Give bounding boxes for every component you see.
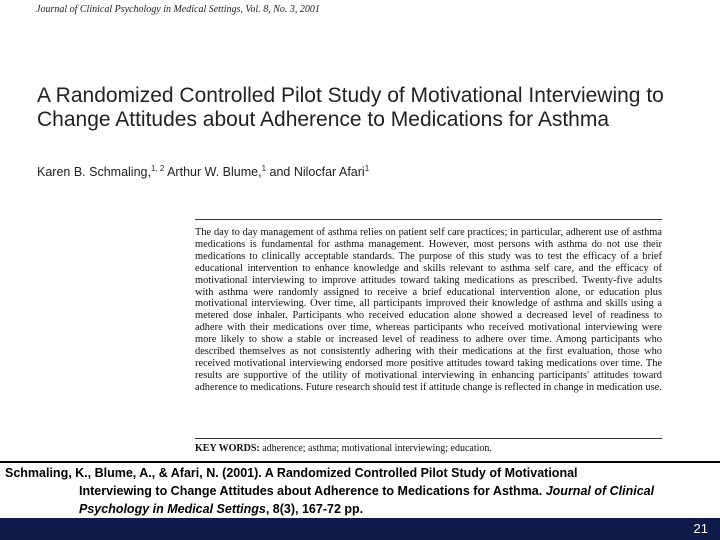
abstract-text: The day to day management of asthma relies on patient self care practices; in particular, adherent use of asthma medications is fundamental for asthma management. However, most persons with asthma do not use their medications to clinically acceptable standards. The purpose of this study was to test the efficacy of a brief educational intervention to enhance knowledge and skills relevant to asthma self care, and the efficacy of motivational interviewing to improve attitudes toward taking medications as prescribed. Twenty-five adults with asthma were randomly assigned to receive a brief educational intervention alone, or education plus motivational interviewing. Over time, all participants improved their knowledge of asthma and skills using a metered dose inhaler. Participants who received education alone showed a decreased level of readiness to adhere with their medications over time, whereas participants who received motivational interviewing were more likely to show a stable or increased level of readiness to adhere over time. Among participants who described themselves as not consistently adhering with their medications at the first evaluation, those who received motivational interviewing endorsed more positive attitudes toward taking medications over time. The results are supportive of the utility of motivational interviewing in enhancing participants' attitudes toward adherence to medications. Future research should test if attitude change is reflected in change in medication use.: [195, 227, 662, 393]
keywords-label: KEY WORDS:: [195, 443, 260, 454]
citation-line-1: Schmaling, K., Blume, A., & Afari, N. (2001). A Randomized Controlled Pilot Study of Motivational: [5, 466, 578, 480]
abstract-top-rule: [195, 219, 662, 220]
footer-bar: [0, 518, 720, 540]
author-name: Arthur W. Blume,: [167, 165, 262, 180]
author-name: Karen B. Schmaling,: [37, 165, 151, 180]
citation-title-end: Interviewing to Change Attitudes about Adherence to Medications for Asthma.: [79, 484, 543, 498]
keywords: [195, 443, 662, 454]
citation-divider: [0, 461, 720, 463]
keywords-list: adherence; asthma; motivational interviewing; education.: [262, 443, 492, 454]
citation-details: , 8(3), 167-72 pp.: [265, 502, 364, 516]
author-name: and Nilocfar Afari: [269, 165, 365, 180]
slide-number: 21: [693, 521, 708, 536]
author-affiliation: 1: [364, 164, 370, 173]
citation-journal: Journal of Clinical Psychology in Medical Settings: [79, 484, 655, 516]
journal-header: Journal of Clinical Psychology in Medical Settings, Vol. 8, No. 3, 2001: [36, 4, 320, 15]
citation: [5, 464, 705, 518]
author-list: [37, 164, 369, 179]
paper-title: A Randomized Controlled Pilot Study of Motivational Interviewing to Change Attitudes about Adherence to Medications for Asthma: [37, 84, 664, 131]
author-affiliation: 1: [261, 164, 267, 173]
author-affiliation: 1, 2: [150, 164, 165, 173]
abstract-bottom-rule: [195, 438, 662, 439]
citation-line-2: [5, 482, 705, 518]
